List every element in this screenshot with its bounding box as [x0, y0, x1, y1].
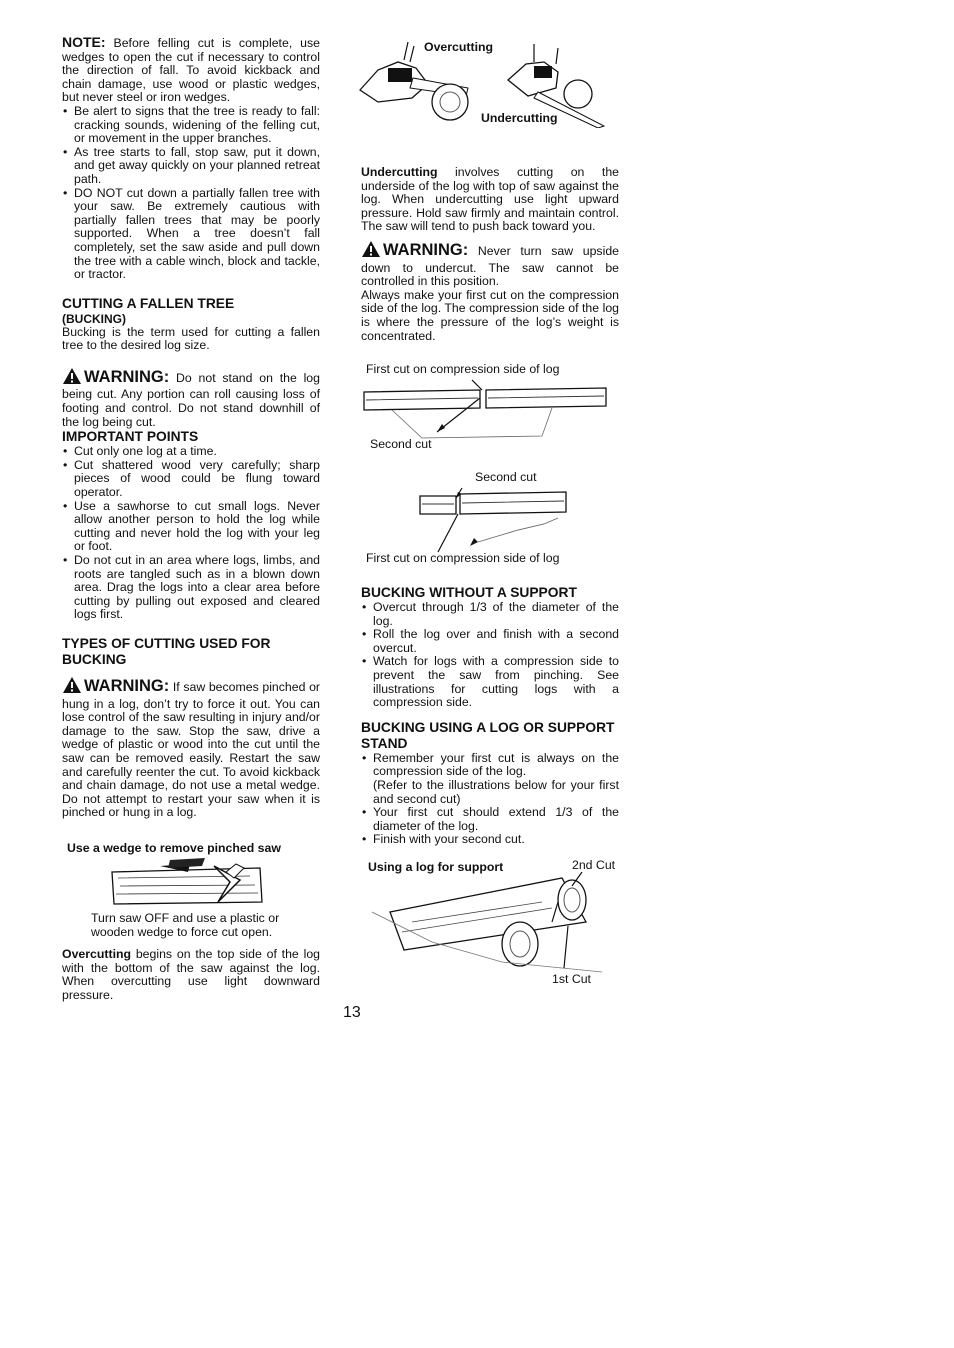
- note-bullet-list: [62, 105, 320, 282]
- list-item: • Finish with your second cut.: [362, 832, 525, 847]
- important-points-list: [62, 445, 320, 622]
- wedge-log-illustration: [110, 858, 282, 910]
- list-item: • As tree starts to fall, stop saw, put it down, and get away quickly on your planned retreat path.: [63, 144, 320, 186]
- undercutting-text: involves cutting on the underside of the log with top of saw against the log. When undercutting use light upward pressure. Hold saw firmly and maintain control. The saw will tend to push back toward you.: [361, 165, 619, 234]
- overcutting-text: begins on the top side of the log with the bottom of the saw against the log. When overcutting use light downward pressure.: [62, 947, 320, 1002]
- warning-paragraph-upside-down: [361, 240, 619, 289]
- list-item: • Overcut through 1/3 of the diameter of the log.: [362, 600, 619, 628]
- section-heading-cutting-fallen-tree: CUTTING A FALLEN TREE: [62, 295, 235, 311]
- section-heading-without-support: BUCKING WITHOUT A SUPPORT: [361, 585, 577, 600]
- undercutting-figure-label: Undercutting: [481, 111, 558, 125]
- bucking-sections: [361, 585, 619, 847]
- undercutting-label: Undercutting: [361, 165, 438, 179]
- warning-label: WARNING:: [383, 240, 469, 259]
- list-item: • Your first cut should extend 1/3 of the diameter of the log.: [362, 805, 619, 833]
- list-item: • Cut shattered wood very carefully; sharp pieces of wood could be flung toward operator.: [63, 457, 320, 500]
- figure2-second-cut-label: Second cut: [475, 470, 537, 484]
- using-support-list: [361, 752, 619, 847]
- list-item: • Remember your first cut is always on the compression side of the log. (Refer to the illustrations below for your first and second cut): [362, 750, 619, 806]
- compression-bottom-illustration: [418, 484, 570, 554]
- warning-paragraph-stand: [62, 367, 320, 429]
- overcutting-paragraph: [62, 948, 320, 1002]
- wedge-instruction-text: Turn saw OFF and use a plastic or wooden wedge to force cut open.: [91, 911, 280, 939]
- list-item: • Watch for logs with a compression side to prevent the saw from pinching. See illustrations for cutting logs with a compression side.: [362, 654, 619, 710]
- warning-triangle-icon: [62, 367, 82, 389]
- overcutting-figure-label: Overcutting: [424, 40, 494, 54]
- warning-paragraph-pinched: [62, 676, 320, 820]
- warning-triangle-icon: [361, 240, 381, 262]
- warning-label: WARNING:: [84, 676, 170, 695]
- figure1-first-cut-label: First cut on compression side of log: [366, 362, 560, 376]
- warning-label: WARNING:: [84, 367, 170, 386]
- support-second-cut-label: 2nd Cut: [572, 858, 616, 872]
- note-paragraph: [62, 36, 320, 105]
- list-item: • Use a sawhorse to cut small logs. Never allow another person to hold the log while cutting and never hold the log with your leg or foot.: [63, 498, 320, 554]
- compression-top-illustration: [362, 378, 612, 440]
- note-text: Before felling cut is complete, use wedges to open the cut if necessary to control the direction of fall. To avoid kickback and chain damage, use wood or plastic wedges, but never steel or iron wedges.: [62, 36, 320, 105]
- section-heading-types-of-cutting: TYPES OF CUTTING USED FOR BUCKING: [62, 635, 271, 667]
- section-subheading-bucking: (BUCKING): [62, 311, 126, 326]
- section-heading-using-support: BUCKING USING A LOG OR SUPPORT STAND: [361, 719, 615, 751]
- support-log-illustration: [372, 872, 606, 980]
- list-item: • Roll the log over and finish with a second overcut.: [362, 627, 619, 655]
- overcutting-label: Overcutting: [62, 947, 132, 961]
- compression-side-text: Always make your first cut on the compression side of the log. The compression side of the log is where the pressure of the log’s weight is concentrated.: [361, 287, 619, 343]
- warning-triangle-icon: [62, 676, 82, 698]
- list-item: • Be alert to signs that the tree is ready to fall: cracking sounds, widening of the felling cut, or movement in the upper branches.: [63, 103, 320, 146]
- note-label: NOTE:: [62, 34, 106, 50]
- list-item: • DO NOT cut down a partially fallen tree with your saw. Be extremely cautious with partially fallen trees that may be poorly supported. When a tree doesn’t fall completely, set the saw aside and pull down the tree with a cable winch, block and tackle, or tractor.: [63, 185, 320, 282]
- left-column: [62, 36, 320, 820]
- wedge-figure-caption: Use a wedge to remove pinched saw: [67, 841, 281, 855]
- page-number: 13: [343, 1004, 361, 1021]
- support-first-cut-label: 1st Cut: [552, 972, 591, 986]
- figure2-first-cut-label: First cut on compression side of log: [366, 551, 560, 565]
- warning-text: Never turn saw upside down to undercut. The saw cannot be controlled in this position.: [361, 243, 619, 289]
- section-heading-important-points: IMPORTANT POINTS: [62, 429, 199, 445]
- list-item: • Cut only one log at a time.: [63, 444, 217, 459]
- warning-text: Do not stand on the log being cut. Any portion can roll causing loss of footing and control. Do not stand downhill of the log being cut.: [62, 370, 320, 429]
- support-figure-caption: Using a log for support: [368, 860, 504, 874]
- without-support-list: [361, 601, 619, 710]
- list-item: • Do not cut in an area where logs, limbs, and roots are tangled such as in a blown down area. Drag the logs into a clear area before cutting by pulling out exposed and cleared logs first.: [63, 553, 320, 622]
- undercutting-paragraph: [361, 166, 619, 234]
- bucking-definition: Bucking is the term used for cutting a fallen tree to the desired log size.: [62, 324, 320, 353]
- right-column: [361, 166, 619, 343]
- warning-text: If saw becomes pinched or hung in a log, don’t try to force it out. You can lose control of the saw resulting in injury and/or damage to the saw. Stop the saw, drive a wedge of plastic or wood into the cut until the saw can be removed easily. Restart the saw and carefully reenter the cut. To avoid kickback and chain damage, do not use a metal wedge. Do not attempt to restart your saw when it is pinched or hung in a log.: [62, 679, 320, 820]
- figure1-second-cut-label: Second cut: [370, 437, 432, 451]
